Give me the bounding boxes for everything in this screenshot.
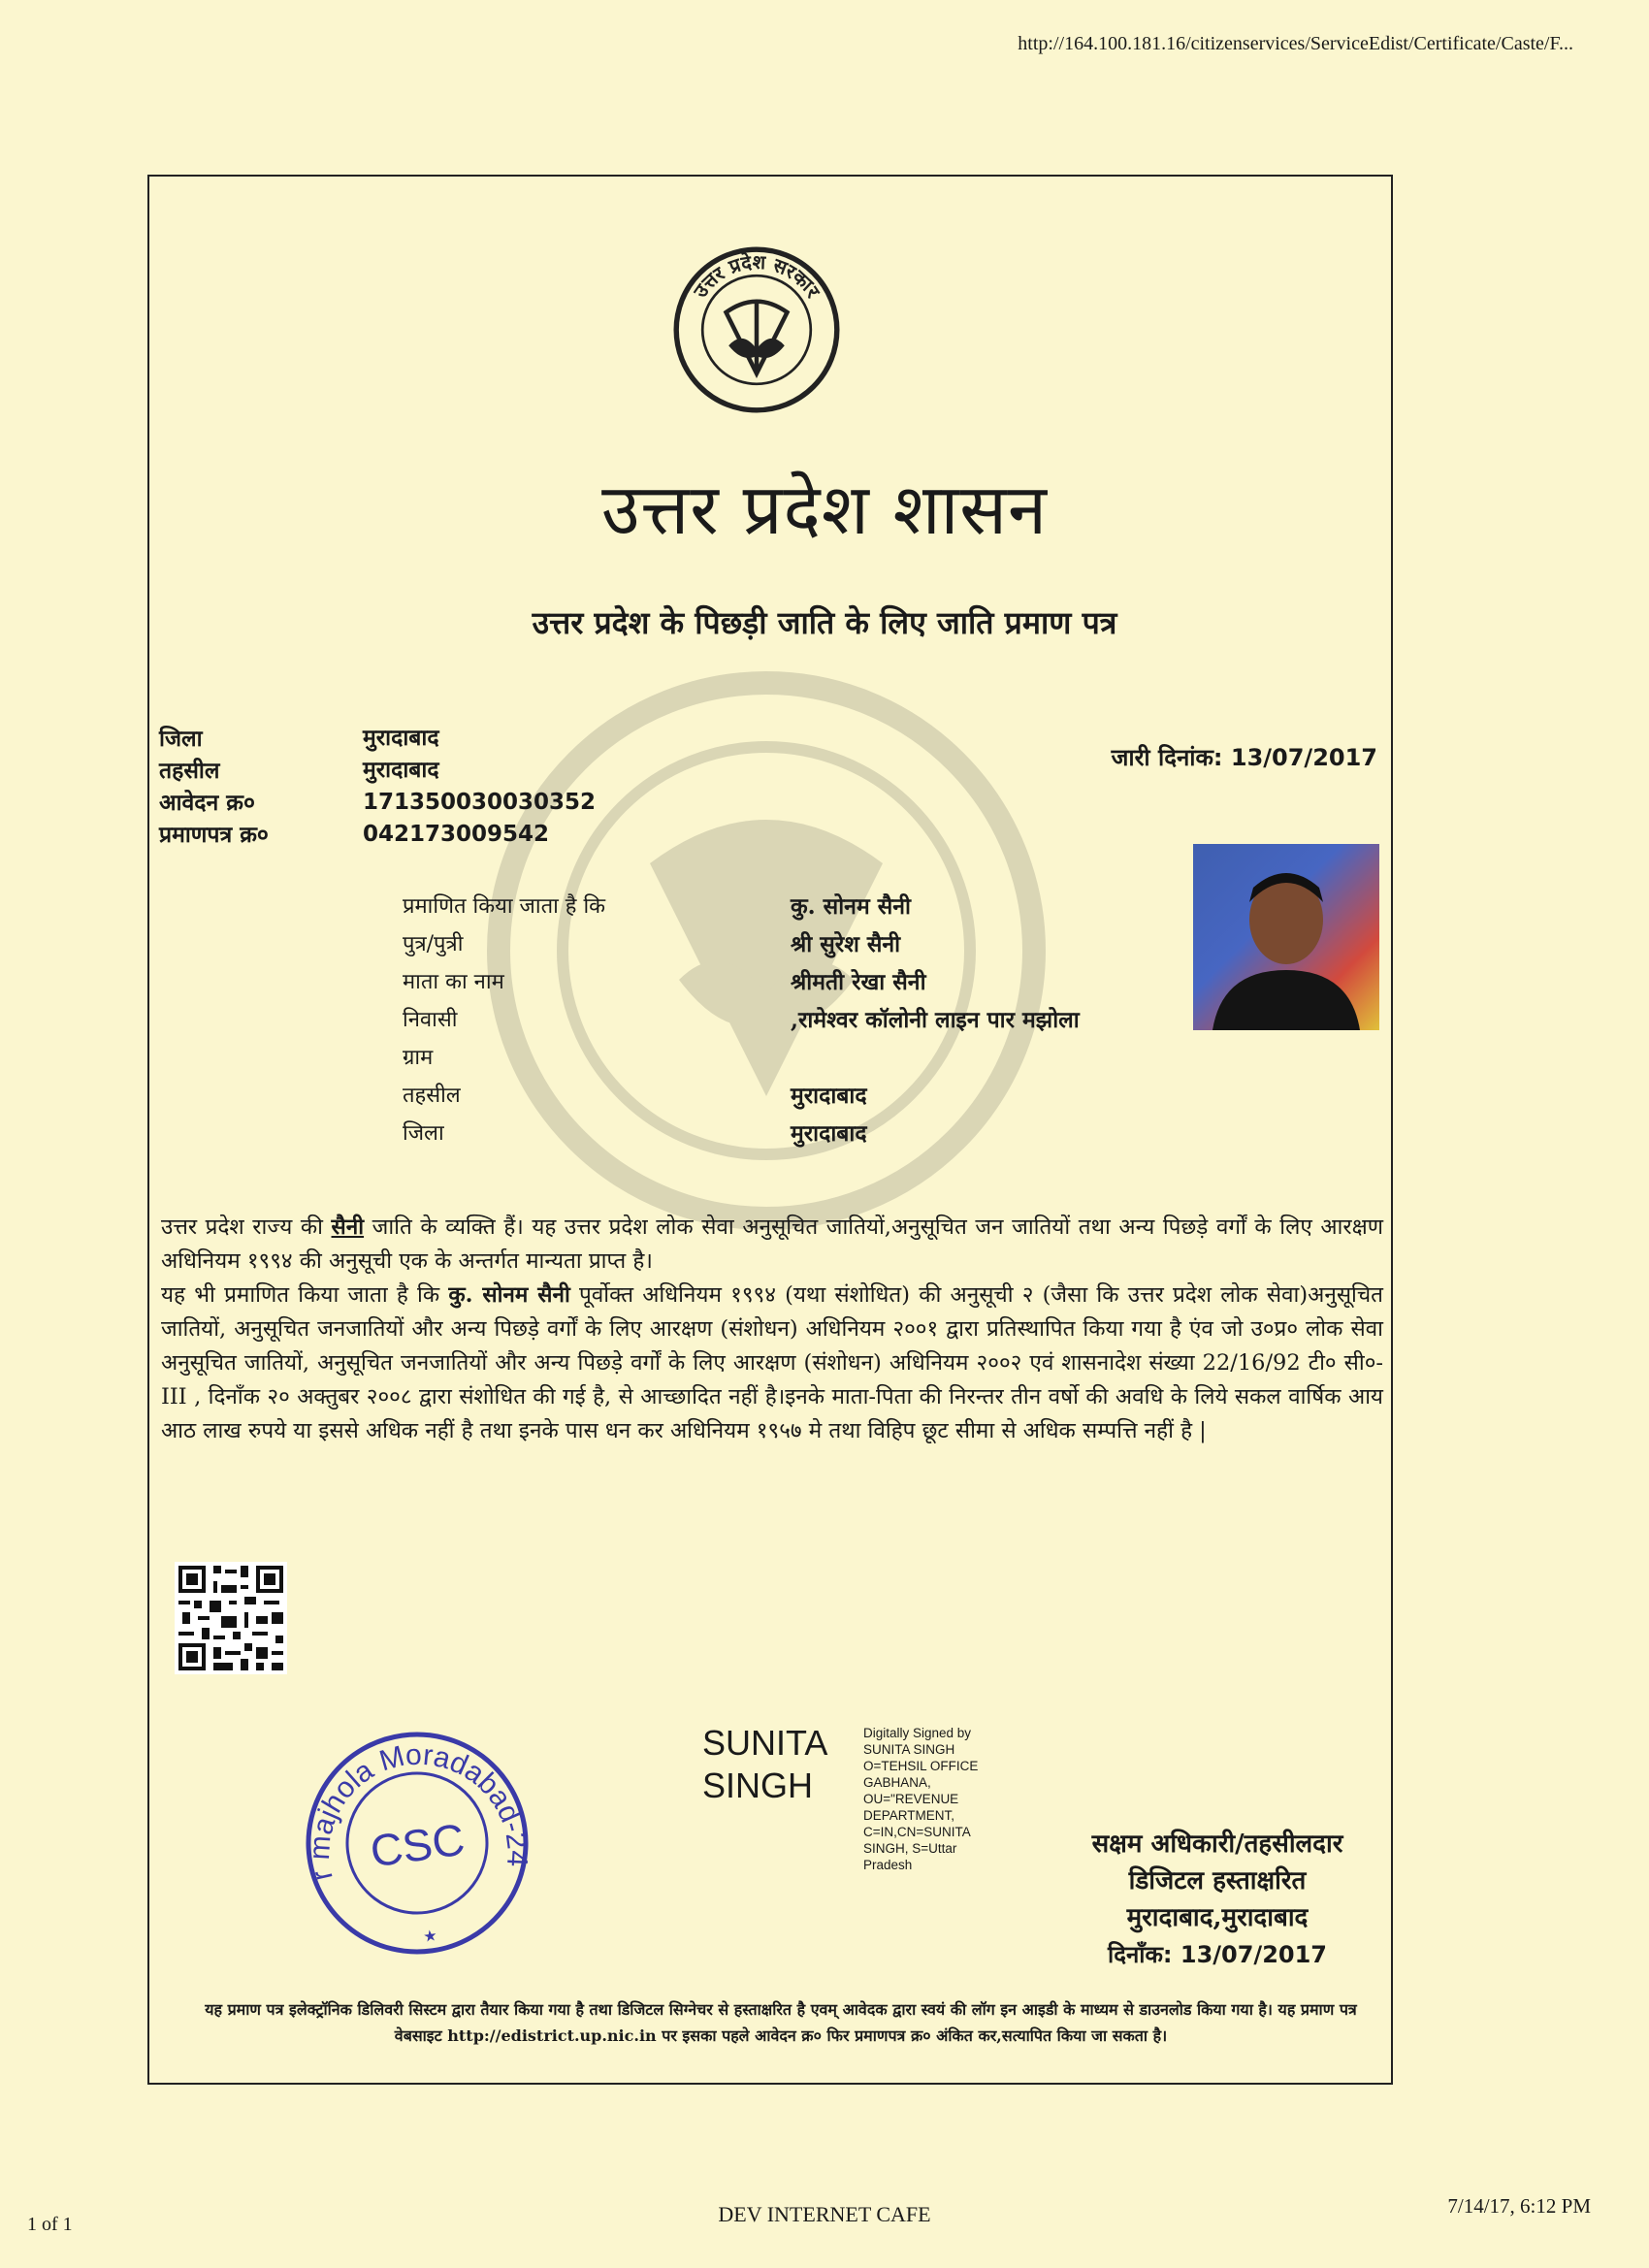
applicant-photo <box>1193 844 1379 1030</box>
page-title: उत्तर प्रदेश शासन <box>601 469 1048 550</box>
officer-location: मुरादाबाद,मुरादाबाद <box>1126 1903 1309 1932</box>
issue-date: जारी दिनांक: 13/07/2017 <box>1111 744 1377 771</box>
meta-row-district <box>159 723 596 755</box>
print-datetime: 7/14/17, 6:12 PM <box>1447 2194 1591 2218</box>
details-label: निवासी <box>403 1008 458 1032</box>
details-label: पुत्र/पुत्री <box>403 932 464 956</box>
details-value: कु. सोनम सैनी <box>791 893 911 920</box>
svg-text:linepar majhola Moradabad-2440 <box>291 1717 536 1901</box>
details-label: तहसील <box>403 1084 461 1108</box>
meta-row-certificate-no <box>159 819 596 851</box>
signer-name-line: SUNITA <box>702 1723 828 1763</box>
applicant-name: कु. सोनम सैनी <box>448 1282 570 1308</box>
details-row <box>403 1077 1080 1115</box>
certificate-meta <box>159 723 596 851</box>
details-value: श्रीमती रेखा सैनी <box>791 969 926 995</box>
meta-row-tehsil <box>159 755 596 787</box>
officer-signed: डिजिटल हस्ताक्षरित <box>1128 1866 1307 1895</box>
emblem-text: उत्तर प्रदेश सरकार <box>689 250 824 303</box>
details-label: प्रमाणित किया जाता है कि <box>403 894 606 919</box>
qr-code-icon <box>175 1562 287 1674</box>
details-row <box>403 888 1080 925</box>
details-row <box>403 1115 1080 1152</box>
stamp-center-text: CSC <box>367 1813 468 1877</box>
star-icon: ★ <box>422 1926 438 1946</box>
meta-label: तहसील <box>159 758 220 784</box>
verification-note: यह प्रमाण पत्र इलेक्ट्रॉनिक डिलिवरी सिस्टम द्वारा तैयार किया गया है तथा डिजिटल सिग्नेचर से हस्ताक्षरित है एवम् आवेदक द्वारा स्वयं की लॉग इन आइडी के माध्यम से डाउनलोड किया गया है। यह प्रमाण पत्र वेबसाइट http://edistrict.up.nic.in पर इसका पहले आवेदन क्र० फिर प्रमाणपत्र क्र० अंकित कर,सत्यापित किया जा सकता है। <box>205 2000 1357 2045</box>
certificate-body <box>161 1211 1383 1448</box>
page-count: 1 of 1 <box>27 2214 73 2235</box>
digital-signature-detail: Digitally Signed by SUNITA SINGH O=TEHSIL OFFICE GABHANA, OU="REVENUE DEPARTMENT, C=IN,CN=SUNITA SINGH, S=Uttar Pradesh <box>863 1726 979 1872</box>
browser-url: http://164.100.181.16/citizenservices/ServiceEdist/Certificate/Caste/F... <box>1018 33 1573 54</box>
csc-stamp <box>291 1717 543 1969</box>
signer-name <box>702 1722 827 1807</box>
body-part: उत्तर प्रदेश राज्य की <box>161 1215 332 1240</box>
meta-row-application-no <box>159 787 596 819</box>
details-label: माता का नाम <box>403 970 504 994</box>
meta-value: 042173009542 <box>363 822 550 847</box>
details-row <box>403 963 1080 1001</box>
applicant-details <box>403 888 1080 1152</box>
meta-value: मुरादाबाद <box>363 726 439 751</box>
meta-label: जिला <box>159 726 203 752</box>
officer-date: दिनाँक: 13/07/2017 <box>1107 1941 1327 1968</box>
meta-value: मुरादाबाद <box>363 758 439 783</box>
caste-name: सैनी <box>331 1215 365 1240</box>
up-government-emblem <box>669 243 844 417</box>
details-row <box>403 925 1080 963</box>
details-row <box>403 1001 1080 1039</box>
details-label: जिला <box>403 1121 444 1146</box>
officer-title: सक्षम अधिकारी/तहसीलदार <box>1091 1830 1343 1859</box>
signer-name-line: SINGH <box>702 1766 814 1805</box>
meta-label: प्रमाणपत्र क्र० <box>159 822 269 848</box>
certificate-subtitle: उत्तर प्रदेश के पिछड़ी जाति के लिए जाति प्रमाण पत्र <box>532 604 1117 641</box>
officer-block <box>1057 1826 1377 1973</box>
body-part: यह भी प्रमाणित किया जाता है कि <box>161 1282 449 1308</box>
details-value: मुरादाबाद <box>791 1083 867 1109</box>
print-source: DEV INTERNET CAFE <box>718 2202 931 2226</box>
body-part: जाति के व्यक्ति हैं। यह उत्तर प्रदेश लोक सेवा अनुसूचित जातियों,अनुसूचित जन जातियों तथा अन्य पिछड़े वर्गों के लिए आरक्षण अधिनियम १९९४ की अनुसूची एक के अन्तर्गत मान्यता प्राप्त है। <box>161 1215 1384 1274</box>
meta-value: 171350030030352 <box>363 790 597 815</box>
meta-label: आवेदन क्र० <box>159 790 255 816</box>
details-value: श्री सुरेश सैनी <box>791 931 901 957</box>
stamp-text: linepar majhola Moradabad-244001 <box>303 1738 534 1884</box>
details-row <box>403 1039 1080 1077</box>
details-label: ग्राम <box>403 1046 434 1070</box>
details-value: ,रामेश्वर कॉलोनी लाइन पार मझोला <box>791 1007 1080 1033</box>
details-value: मुरादाबाद <box>791 1120 867 1147</box>
body-part: पूर्वोक्त अधिनियम १९९४ (यथा संशोधित) की अनुसूची २ (जैसा कि उत्तर प्रदेश लोक सेवा)अनुसूचित जातियों, अनुसूचित जनजातियों और अन्य पिछड़े वर्गों के लिए आरक्षण (संशोधन) अधिनियम २००१ द्वारा प्रतिस्थापित किया गया है एंव जो उ०प्र० लोक सेवा अनुसूचित जातियों, अनुसूचित जनजातियों और अन्य पिछड़े वर्गों के लिए आरक्षण (संशोधन) अधिनियम २००२ एवं शासनादेश संख्या 22/16/92 टी० सी०-III , दिनाँक २० अक्तुबर २००८ द्वारा संशोधित की गई है, से आच्छादित नहीं है।इनके माता-पिता की निरन्तर तीन वर्षो की अवधि के लिये सकल वार्षिक आय आठ लाख रुपये या इससे अधिक नहीं है तथा इनके पास धन कर अधिनियम १९५७ मे तथा विहिप छूट सीमा से अधिक सम्पत्ति नहीं है | <box>161 1282 1383 1443</box>
